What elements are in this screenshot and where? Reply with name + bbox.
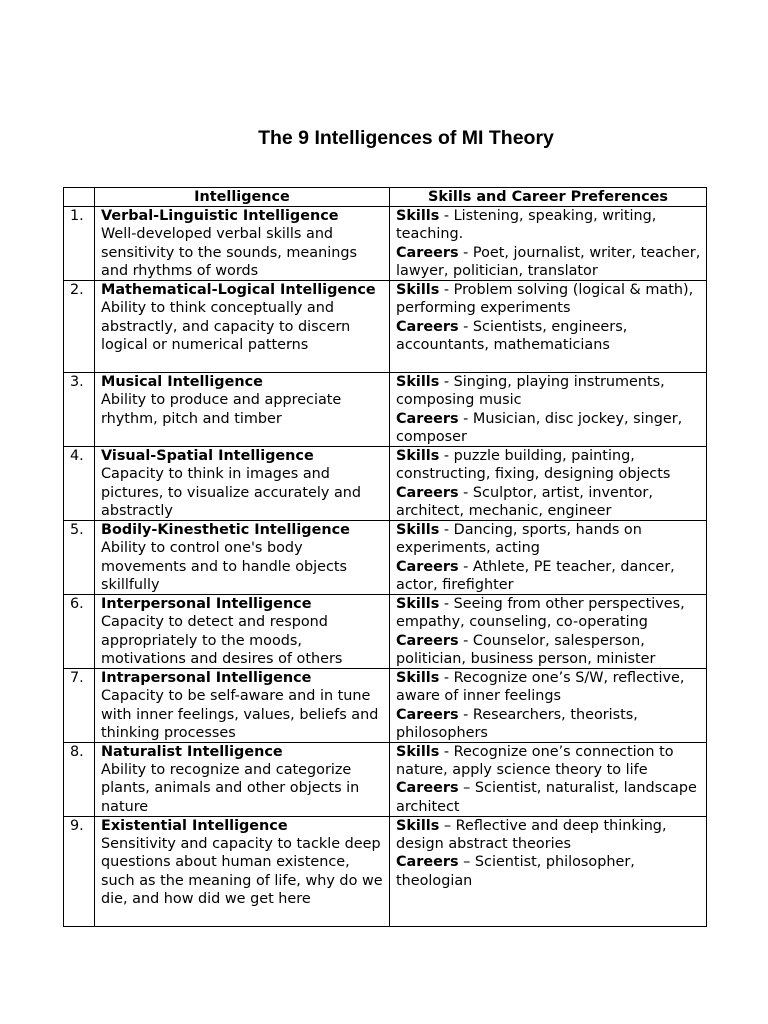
table-header-row (64, 188, 707, 207)
careers-label: Careers (396, 558, 459, 575)
careers-label: Careers (396, 484, 459, 501)
table-row (64, 669, 707, 743)
skills-careers-cell (390, 447, 707, 521)
skills-text: - puzzle building, painting, constructing, fixing, designing objects (396, 448, 671, 483)
skills-label: Skills (396, 818, 440, 835)
careers-text: – Scientist, philosopher, theologian (396, 854, 635, 889)
careers-label: Careers (396, 244, 459, 261)
intelligence-name: Existential Intelligence (101, 818, 288, 835)
careers-text: - Poet, journalist, writer, teacher, lawyer, politician, translator (396, 244, 701, 279)
intelligence-cell (95, 595, 390, 669)
intelligence-cell (95, 669, 390, 743)
skills-text: – Reflective and deep thinking, design abstract theories (396, 818, 667, 853)
intelligence-name: Naturalist Intelligence (101, 744, 283, 761)
header-skills-careers: Skills and Career Preferences (390, 188, 707, 207)
intelligence-cell (95, 521, 390, 595)
header-intelligence: Intelligence (95, 188, 390, 207)
intelligence-name: Interpersonal Intelligence (101, 596, 312, 613)
intelligence-cell (95, 817, 390, 927)
skills-careers-cell (390, 281, 707, 373)
intelligence-description: Well-developed verbal skills and sensitivity to the sounds, meanings and rhythms of words (101, 226, 357, 279)
intelligence-description: Ability to control one's body movements and to handle objects skillfully (101, 540, 348, 593)
skills-careers-cell (390, 373, 707, 447)
skills-label: Skills (396, 448, 440, 465)
intelligence-description: Sensitivity and capacity to tackle deep questions about human existence, such as the meaning of life, why do we die, and how did we get here (101, 836, 383, 907)
row-number: 8. (64, 743, 95, 817)
skills-text: - Recognize one’s S/W, reflective, aware of inner feelings (396, 670, 685, 705)
row-number: 3. (64, 373, 95, 447)
row-number: 5. (64, 521, 95, 595)
careers-text: - Musician, disc jockey, singer, composer (396, 410, 683, 445)
skills-text: - Listening, speaking, writing, teaching. (396, 208, 657, 243)
skills-careers-cell (390, 743, 707, 817)
skills-text: - Recognize one’s connection to nature, apply science theory to life (396, 744, 674, 779)
row-number: 1. (64, 207, 95, 281)
intelligences-table (63, 187, 707, 927)
intelligence-description: Ability to produce and appreciate rhythm, pitch and timber (101, 392, 342, 427)
skills-careers-cell (390, 521, 707, 595)
table-row (64, 521, 707, 595)
intelligence-cell (95, 373, 390, 447)
intelligence-name: Intrapersonal Intelligence (101, 670, 312, 687)
table-row (64, 207, 707, 281)
careers-label: Careers (396, 632, 459, 649)
intelligence-cell (95, 207, 390, 281)
skills-label: Skills (396, 670, 440, 687)
row-number: 2. (64, 281, 95, 373)
table-row (64, 743, 707, 817)
careers-text: - Scientists, engineers, accountants, mathematicians (396, 318, 628, 353)
intelligence-description: Ability to recognize and categorize plants, animals and other objects in nature (101, 762, 360, 815)
intelligence-description: Capacity to think in images and pictures, to visualize accurately and abstractly (101, 466, 362, 519)
table-row (64, 817, 707, 927)
header-number (64, 188, 95, 207)
intelligence-description: Capacity to be self-aware and in tune with inner feelings, values, beliefs and thinking processes (101, 688, 379, 741)
intelligence-name: Bodily-Kinesthetic Intelligence (101, 522, 350, 539)
careers-label: Careers (396, 854, 459, 871)
intelligence-name: Verbal-Linguistic Intelligence (101, 208, 339, 225)
row-number: 4. (64, 447, 95, 521)
intelligence-name: Mathematical-Logical Intelligence (101, 282, 376, 299)
intelligence-cell (95, 447, 390, 521)
skills-careers-cell (390, 817, 707, 927)
intelligence-cell (95, 281, 390, 373)
page-title: The 9 Intelligences of MI Theory (258, 127, 554, 149)
skills-careers-cell (390, 207, 707, 281)
intelligence-description: Ability to think conceptually and abstractly, and capacity to discern logical or numerical patterns (101, 282, 385, 353)
careers-text: - Athlete, PE teacher, dancer, actor, firefighter (396, 558, 675, 593)
intelligence-description: Capacity to detect and respond appropriately to the moods, motivations and desires of others (101, 614, 343, 667)
skills-label: Skills (396, 596, 440, 613)
skills-label: Skills (396, 522, 440, 539)
skills-label: Skills (396, 282, 440, 299)
careers-text: – Scientist, naturalist, landscape architect (396, 780, 697, 815)
skills-text: - Problem solving (logical & math), performing experiments (396, 282, 694, 317)
row-number: 6. (64, 595, 95, 669)
intelligence-name: Visual-Spatial Intelligence (101, 448, 314, 465)
careers-label: Careers (396, 318, 459, 335)
careers-text: - Researchers, theorists, philosophers (396, 706, 638, 741)
row-number: 7. (64, 669, 95, 743)
skills-text: - Dancing, sports, hands on experiments, acting (396, 522, 642, 557)
intelligence-name: Musical Intelligence (101, 374, 263, 391)
row-number: 9. (64, 817, 95, 927)
skills-careers-cell (390, 595, 707, 669)
skills-label: Skills (396, 208, 440, 225)
skills-text: - Seeing from other perspectives, empathy, counseling, co-operating (396, 596, 685, 631)
skills-label: Skills (396, 374, 440, 391)
intelligence-cell (95, 743, 390, 817)
careers-text: - Sculptor, artist, inventor, architect, mechanic, engineer (396, 484, 653, 519)
skills-label: Skills (396, 744, 440, 761)
careers-label: Careers (396, 780, 459, 797)
careers-label: Careers (396, 706, 459, 723)
table-row (64, 281, 707, 373)
skills-text: - Singing, playing instruments, composing music (396, 374, 665, 409)
table-row (64, 595, 707, 669)
table-row (64, 373, 707, 447)
careers-text: - Counselor, salesperson, politician, business person, minister (396, 632, 656, 667)
table-row (64, 447, 707, 521)
skills-careers-cell (390, 669, 707, 743)
careers-label: Careers (396, 410, 459, 427)
